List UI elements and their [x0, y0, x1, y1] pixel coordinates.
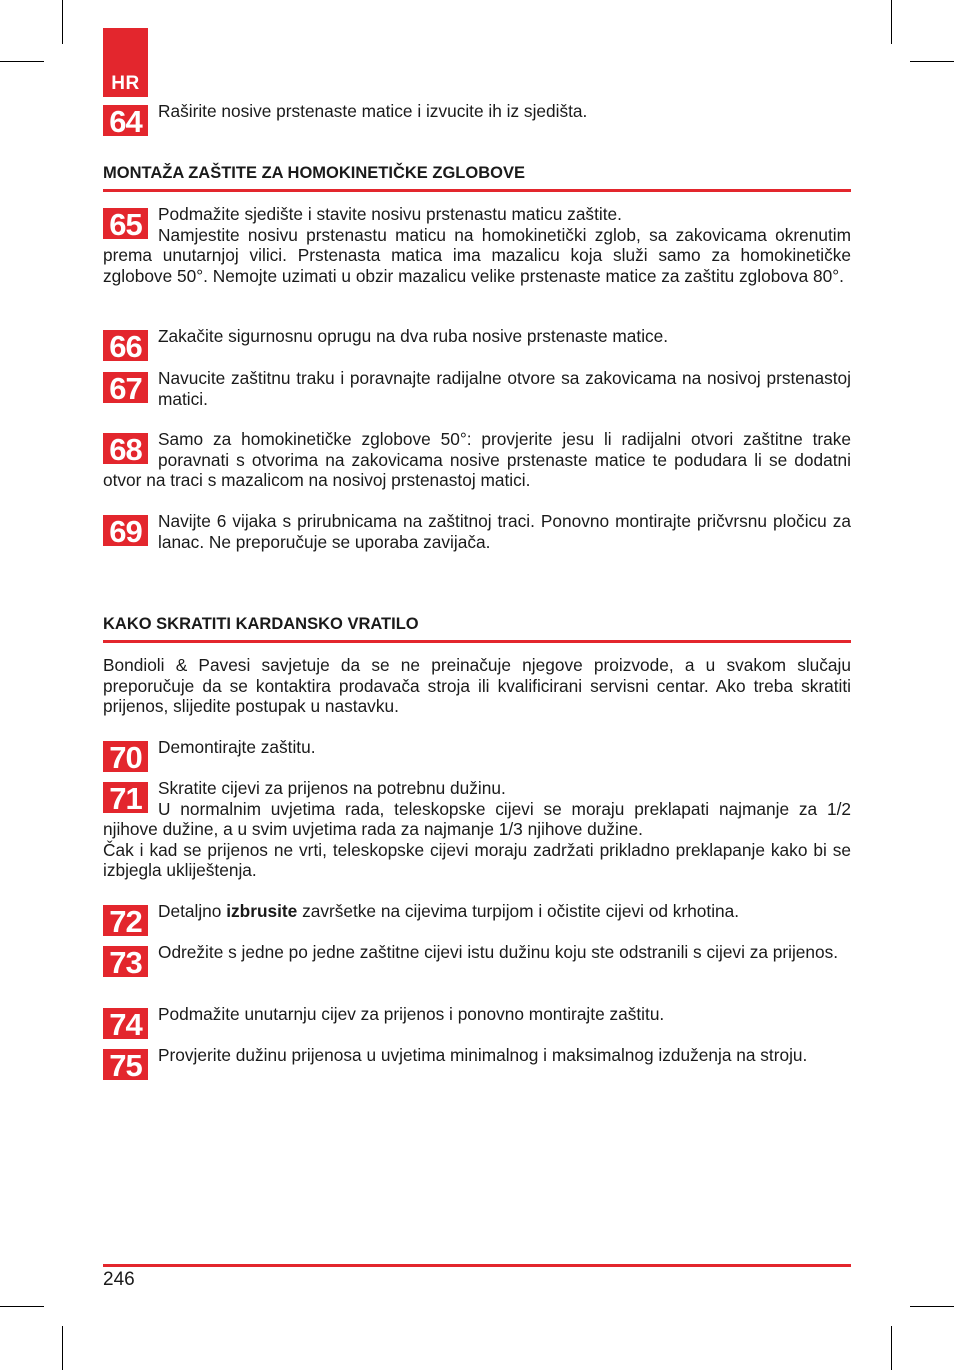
step-64 [103, 101, 851, 139]
crop-mark [0, 61, 44, 62]
step-number: 65 [103, 208, 148, 239]
step-67 [103, 368, 851, 409]
step-69 [103, 511, 851, 552]
step-text: Podmažite sjedište i stavite nosivu prstenastu maticu zaštite. [158, 204, 622, 224]
step-68 [103, 429, 851, 491]
step-number: 75 [103, 1049, 148, 1080]
step-text: Provjerite dužinu prijenosa u uvjetima minimalnog i maksimalnog izduženja na stroju. [158, 1045, 808, 1065]
step-number: 73 [103, 946, 148, 977]
emphasis: izbrusite [226, 901, 298, 921]
step-66 [103, 326, 851, 364]
step-number: 71 [103, 782, 148, 813]
step-72 [103, 901, 851, 939]
step-text: Skratite cijevi za prijenos na potrebnu dužinu. [158, 778, 506, 798]
language-tab: HR [103, 28, 148, 97]
step-65 [103, 204, 851, 286]
step-70 [103, 737, 851, 775]
section-title: MONTAŽA ZAŠTITE ZA HOMOKINETIČKE ZGLOBOVE [103, 163, 851, 192]
crop-mark [891, 1326, 892, 1370]
step-number: 68 [103, 433, 148, 464]
crop-mark [62, 1326, 63, 1370]
step-text: Samo za homokinetičke zglobove 50°: provjerite jesu li radijalni otvori zaštitne trake poravnati s otvorima na zakovicama nosive prstenaste matice te podudara li se dodatni otvor na traci s mazalicom na nosivoj prstenastoj matici. [103, 429, 851, 491]
crop-mark [891, 0, 892, 44]
step-number: 67 [103, 372, 148, 403]
step-text: Podmažite unutarnju cijev za prijenos i ponovno montirajte zaštitu. [158, 1004, 665, 1024]
step-number: 72 [103, 905, 148, 936]
crop-mark [910, 1306, 954, 1307]
step-71 [103, 778, 851, 881]
step-number: 69 [103, 515, 148, 546]
step-74 [103, 1004, 851, 1042]
step-text: Detaljno izbrusite završetke na cijevima turpijom i očistite cijevi od krhotina. [158, 901, 740, 921]
crop-mark [62, 0, 63, 44]
section-title: KAKO SKRATITI KARDANSKO VRATILO [103, 614, 851, 643]
crop-mark [910, 61, 954, 62]
step-text: U normalnim uvjetima rada, teleskopske cijevi se moraju preklapati najmanje za 1/2 njihove dužine, a u svim uvjetima rada za najmanje 1/3 njihove dužine. [103, 798, 851, 840]
step-text: Raširite nosive prstenaste matice i izvucite ih iz sjedišta. [158, 101, 588, 121]
step-text: Odrežite s jedne po jedne zaštitne cijevi istu dužinu koju ste odstranili s cijevi za prijenos. [158, 942, 839, 962]
step-number: 70 [103, 741, 148, 772]
step-73 [103, 942, 851, 980]
intro-paragraph: Bondioli & Pavesi savjetuje da se ne preinačuje njegove proizvode, a u svakom slučaju preporučuje da se kontaktira prodavača stroja ili kvalificirani servisni centar. Ako treba skratiti prijenos, slijedite postupak u nastavku. [103, 655, 851, 717]
step-text: Namjestite nosivu prstenastu maticu na homokinetički zglob, sa zakovicama okrenutim prema unutarnjoj vilici. Prstenasta matica ima mazalicu koja služi samo za homokinetičke zglobove 50°. Nemojte uzimati u obzir mazalicu velike prstenaste matice za zaštitu zglobova 80°. [103, 224, 851, 286]
step-number: 66 [103, 330, 148, 361]
step-number: 74 [103, 1008, 148, 1039]
step-75 [103, 1045, 851, 1083]
step-text: Zakačite sigurnosnu oprugu na dva ruba nosive prstenaste matice. [158, 326, 669, 346]
step-text: Čak i kad se prijenos ne vrti, teleskopske cijevi moraju zadržati prikladno preklapanje kako bi se izbjegla ukliještenja. [103, 839, 851, 881]
step-text: Demontirajte zaštitu. [158, 737, 316, 757]
page-number: 246 [103, 1269, 135, 1290]
crop-mark [0, 1306, 44, 1307]
step-text: Navijte 6 vijaka s prirubnicama na zaštitnoj traci. Ponovno montirajte pričvrsnu pločicu za lanac. Ne preporučuje se uporaba zavijača. [158, 511, 851, 552]
step-text: Navucite zaštitnu traku i poravnajte radijalne otvore sa zakovicama na nosivoj prstenastoj matici. [158, 368, 851, 409]
footer-divider [103, 1264, 851, 1267]
step-number: 64 [103, 105, 148, 136]
